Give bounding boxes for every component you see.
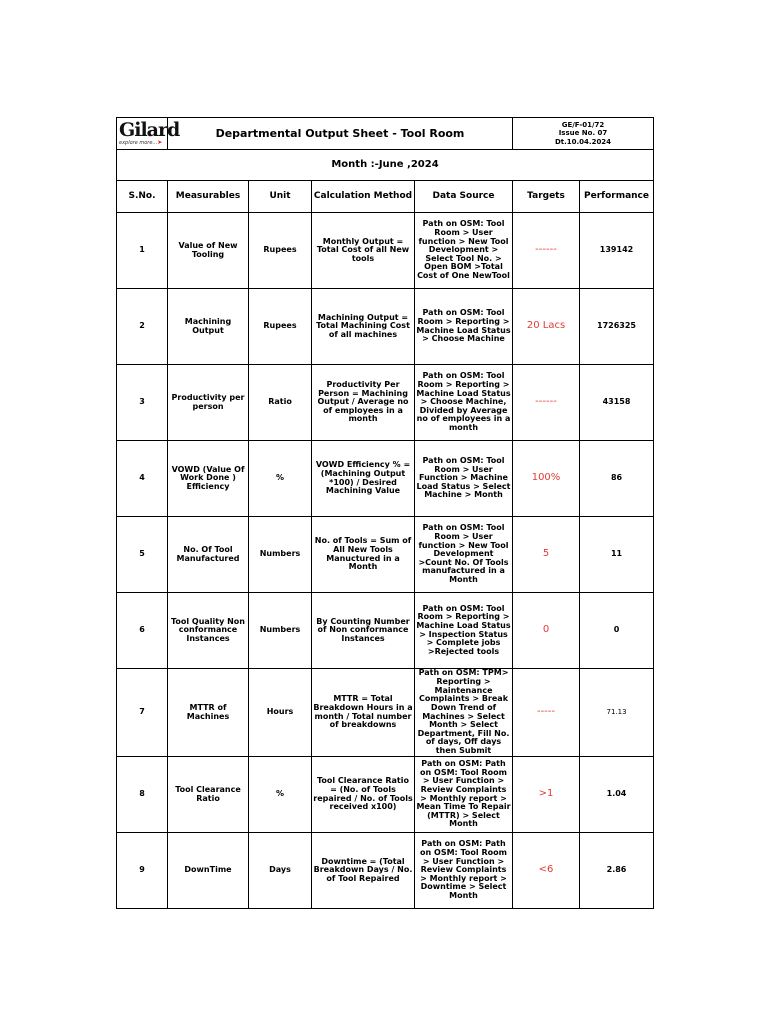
- row-performance: 2.86: [580, 833, 654, 909]
- row-target: 20 Lacs: [513, 289, 580, 365]
- table-row: [117, 669, 654, 757]
- row-unit: Ratio: [249, 365, 312, 441]
- row-measurable: No. Of Tool Manufactured: [168, 517, 249, 593]
- row-sno: 9: [117, 833, 168, 909]
- row-performance: 86: [580, 441, 654, 517]
- row-target: <6: [513, 833, 580, 909]
- table-row: [117, 517, 654, 593]
- output-sheet-table: [116, 117, 654, 909]
- row-calculation-method: MTTR = Total Breakdown Hours in a month / Total number of breakdowns: [312, 669, 415, 757]
- row-measurable: Value of New Tooling: [168, 213, 249, 289]
- row-data-source: Path on OSM: Tool Room > Reporting > Machine Load Status > Inspection Status > Complete jobs >Rejected tools: [415, 593, 513, 669]
- table-row: [117, 833, 654, 909]
- row-data-source: Path on OSM: Tool Room > Reporting > Machine Load Status > Choose Machine, Divided by Average no of employees in a month: [415, 365, 513, 441]
- table-row: [117, 593, 654, 669]
- row-data-source: Path on OSM: TPM> Reporting > Maintenance Complaints > Break Down Trend of Machines > Select Month > Select Department, Fill No. of days, Off days then Submit: [415, 669, 513, 757]
- row-unit: %: [249, 441, 312, 517]
- row-data-source: Path on OSM: Path on OSM: Tool Room > User Function > Review Complaints > Monthly report > Mean Time To Repair (MTTR) > Select Month: [415, 757, 513, 833]
- row-data-source: Path on OSM: Tool Room > User function > New Tool Development >Count No. Of Tools manufactured in a Month: [415, 517, 513, 593]
- row-sno: 7: [117, 669, 168, 757]
- column-header-targets: Targets: [513, 181, 580, 213]
- row-target: 5: [513, 517, 580, 593]
- column-header-measurables: Measurables: [168, 181, 249, 213]
- table-row: [117, 213, 654, 289]
- column-header-performance: Performance: [580, 181, 654, 213]
- column-header-sno: S.No.: [117, 181, 168, 213]
- column-header-data-source: Data Source: [415, 181, 513, 213]
- row-measurable: Tool Clearance Ratio: [168, 757, 249, 833]
- row-sno: 2: [117, 289, 168, 365]
- row-sno: 5: [117, 517, 168, 593]
- row-measurable: DownTime: [168, 833, 249, 909]
- row-target: -----: [513, 669, 580, 757]
- row-measurable: MTTR of Machines: [168, 669, 249, 757]
- doc-code: GE/F-01/72: [561, 121, 605, 130]
- row-unit: Days: [249, 833, 312, 909]
- row-unit: Numbers: [249, 517, 312, 593]
- row-performance: 0: [580, 593, 654, 669]
- row-target: >1: [513, 757, 580, 833]
- row-unit: %: [249, 757, 312, 833]
- column-header-row: [117, 181, 654, 213]
- company-logo: [117, 118, 180, 150]
- row-target: ------: [513, 365, 580, 441]
- row-target: 100%: [513, 441, 580, 517]
- row-measurable: Machining Output: [168, 289, 249, 365]
- row-calculation-method: VOWD Efficiency % = (Machining Output *100) / Desired Machining Value: [312, 441, 415, 517]
- row-sno: 1: [117, 213, 168, 289]
- row-data-source: Path on OSM: Tool Room > User function > New Tool Development > Select Tool No. > Open BOM >Total Cost of One NewTool: [415, 213, 513, 289]
- row-sno: 8: [117, 757, 168, 833]
- row-calculation-method: Productivity Per Person = Machining Output / Average no of employees in a month: [312, 365, 415, 441]
- row-unit: Rupees: [249, 289, 312, 365]
- logo-wordmark: Gilard: [119, 119, 180, 141]
- header-row: [117, 118, 654, 150]
- row-calculation-method: Tool Clearance Ratio = (No. of Tools repaired / No. of Tools received x100): [312, 757, 415, 833]
- row-unit: Hours: [249, 669, 312, 757]
- table-row: [117, 289, 654, 365]
- table-row: [117, 365, 654, 441]
- column-header-unit: Unit: [249, 181, 312, 213]
- row-performance: 139142: [580, 213, 654, 289]
- month-row: [117, 150, 654, 181]
- row-performance: 71.13: [580, 669, 654, 757]
- document-reference: [513, 118, 654, 150]
- row-calculation-method: Downtime = (Total Breakdown Days / No. of Tool Repaired: [312, 833, 415, 909]
- logo-tagline: explore more...➤: [119, 139, 163, 146]
- table-row: [117, 757, 654, 833]
- row-calculation-method: By Counting Number of Non conformance Instances: [312, 593, 415, 669]
- row-sno: 4: [117, 441, 168, 517]
- logo-swoosh-icon: ➤: [157, 139, 163, 146]
- sheet-title: Departmental Output Sheet - Tool Room: [168, 118, 513, 150]
- report-month: Month :-June ,2024: [117, 150, 654, 181]
- row-performance: 1726325: [580, 289, 654, 365]
- row-unit: Numbers: [249, 593, 312, 669]
- row-data-source: Path on OSM: Path on OSM: Tool Room > User Function > Review Complaints > Monthly report > Downtime > Select Month: [415, 833, 513, 909]
- table-row: [117, 441, 654, 517]
- row-calculation-method: No. of Tools = Sum of All New Tools Manuctured in a Month: [312, 517, 415, 593]
- row-unit: Rupees: [249, 213, 312, 289]
- doc-date: Dt.10.04.2024: [554, 137, 612, 146]
- row-data-source: Path on OSM: Tool Room > Reporting > Machine Load Status > Choose Machine: [415, 289, 513, 365]
- row-calculation-method: Monthly Output = Total Cost of all New tools: [312, 213, 415, 289]
- row-performance: 43158: [580, 365, 654, 441]
- row-sno: 3: [117, 365, 168, 441]
- row-calculation-method: Machining Output = Total Machining Cost of all machines: [312, 289, 415, 365]
- issue-number: Issue No. 07: [558, 129, 608, 138]
- row-performance: 11: [580, 517, 654, 593]
- row-measurable: Tool Quality Non conformance Instances: [168, 593, 249, 669]
- column-header-calculation-method: Calculation Method: [312, 181, 415, 213]
- row-measurable: VOWD (Value Of Work Done ) Efficiency: [168, 441, 249, 517]
- row-target: ------: [513, 213, 580, 289]
- row-measurable: Productivity per person: [168, 365, 249, 441]
- row-performance: 1.04: [580, 757, 654, 833]
- row-target: 0: [513, 593, 580, 669]
- row-data-source: Path on OSM: Tool Room > User Function > Machine Load Status > Select Machine > Month: [415, 441, 513, 517]
- row-sno: 6: [117, 593, 168, 669]
